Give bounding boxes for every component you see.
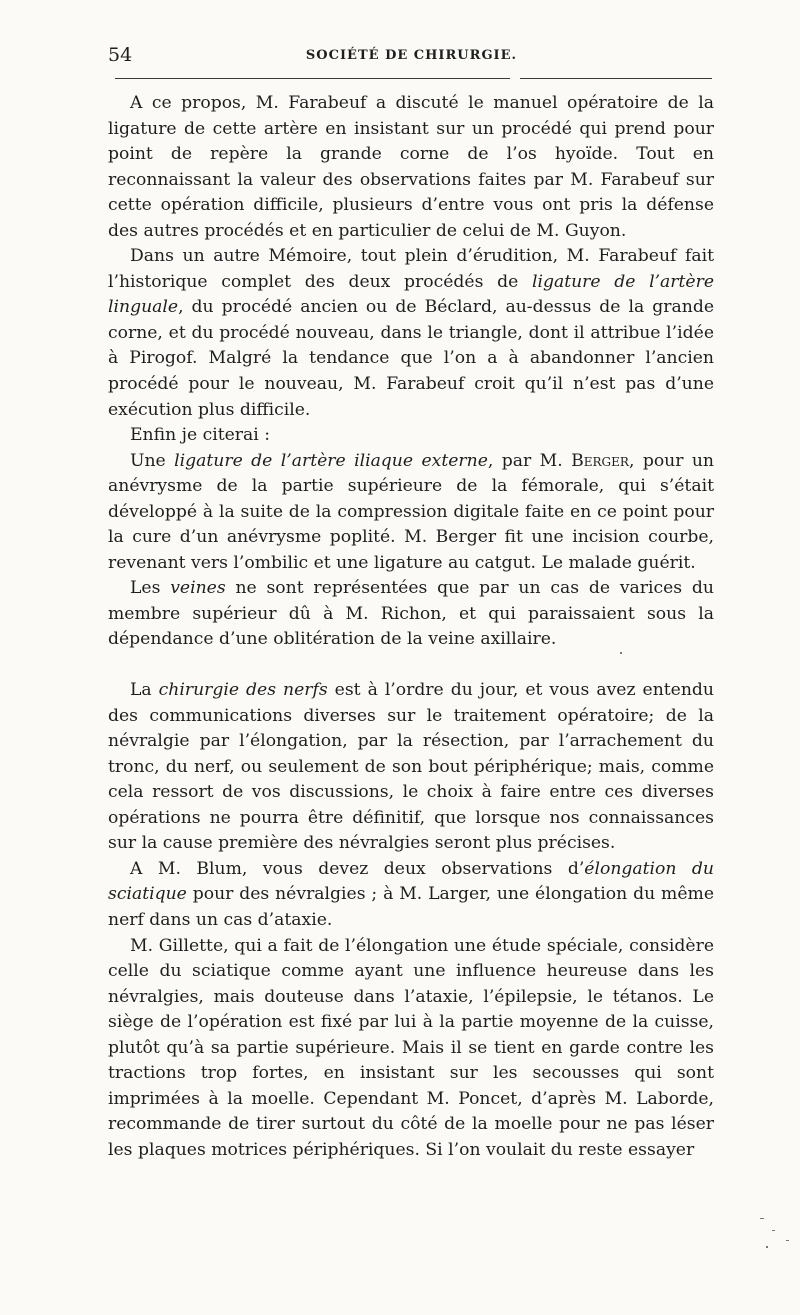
text-segment: La [130,680,159,701]
text-segment: Enfin je citerai : [130,425,270,446]
paragraph [108,244,714,423]
paragraph [108,934,714,1164]
body-text [108,91,714,1163]
header-rule-right [520,78,712,79]
text-segment: , par M. [487,450,572,471]
text-segment: chirurgie des nerfs [158,680,328,701]
text-segment: ne sont représentées que par un cas de varices du membre supérieur dû à M. Richon, et qui paraissaient sous la dépendance d’une oblitération de la veine axillaire. [108,578,714,650]
paragraph [108,449,714,577]
paragraph [108,576,714,653]
text-segment: veines [170,578,226,599]
paragraph [108,857,714,934]
text-segment: est à l’ordre du jour, et vous avez entendu des communications diverses sur le traitement opératoire; de la névralgie par l’élongation, par la résection, par l’arrachement du tronc, du nerf, ou seulement de son bout périphérique; mais, comme cela ressort de vos discussions, le choix à faire entre ces diverses opérations ne pourra être définitif, que lorsque nos connaissances sur la cause première des névralgies seront plus précises. [108,680,714,854]
text-segment: Berger [571,450,629,471]
paragraph [108,678,714,857]
header-rule-left [115,78,510,79]
text-segment: , pour un anévrysme de la partie supérieure de la fémorale, qui s’était développé à la suite de la compression digitale faite en ce point pour la cure d’un anévrysme poplité. M. Berger fit une incision courbe, revenant vers l’ombilic et une ligature au catgut. Le malade guérit. [108,450,715,573]
text-segment: ligature de l’artère iliaque externe [174,450,488,471]
text-segment: Une [130,450,175,471]
paragraph [108,423,714,449]
page-number: 54 [108,44,133,66]
page-header [108,44,715,70]
text-segment: Dans un autre Mémoire, tout plein d’érudition, M. Farabeuf fait l’historique complet des deux procédés de [108,246,714,292]
text-segment: pour des névralgies ; à M. Larger, une élongation du même nerf dans un cas d’ataxie. [108,884,714,930]
text-segment: A ce propos, M. Farabeuf a discuté le manuel opératoire de la ligature de cette artère en insistant sur un procédé qui prend pour point de repère la grande corne de l’os hyoïde. Tout en reconnaissant la valeur des observations faites par M. Farabeuf sur cette opération difficile, plusieurs d’entre vous ont pris la défense des autres procédés et en particulier de celui de M. Guyon. [108,93,714,241]
text-segment: , du procédé ancien ou de Béclard, au-dessus de la grande corne, et du procédé nouveau, dans le triangle, dont il attribue l’idée à Pirogof. Malgré la tendance que l’on a à abandonner l’ancien procédé pour le nouveau, M. Farabeuf croit qu’il n’est pas d’une exécution plus difficile. [108,297,714,420]
text-segment: Les [130,578,171,599]
text-segment: ligature de l’artère linguale [108,271,714,318]
paragraph [108,91,714,244]
running-title: SOCIÉTÉ DE CHIRURGIE. [305,48,518,63]
text-segment: A M. Blum, vous devez deux observations d’ [130,858,585,879]
text-segment: élongation du sciatique [108,858,714,905]
text-segment: M. Gillette, qui a fait de l’élongation une étude spéciale, considère celle du sciatique comme ayant une influence heureuse dans les névralgies, mais douteuse dans l’ataxie, l’épilepsie, le tétanos. Le siège de l’opération est fixé par lui à la partie moyenne de la cuisse, plutôt qu’à sa partie supérieure. Mais il se tient en garde contre les tractions trop fortes, en insistant sur les secousses qui sont imprimées à la moelle. Cependant M. Poncet, d’après M. Laborde, recommande de tirer surtout du côté de la moelle pour ne pas léser les plaques motrices périphériques. Si l’on voulait du reste essayer [108,935,714,1160]
